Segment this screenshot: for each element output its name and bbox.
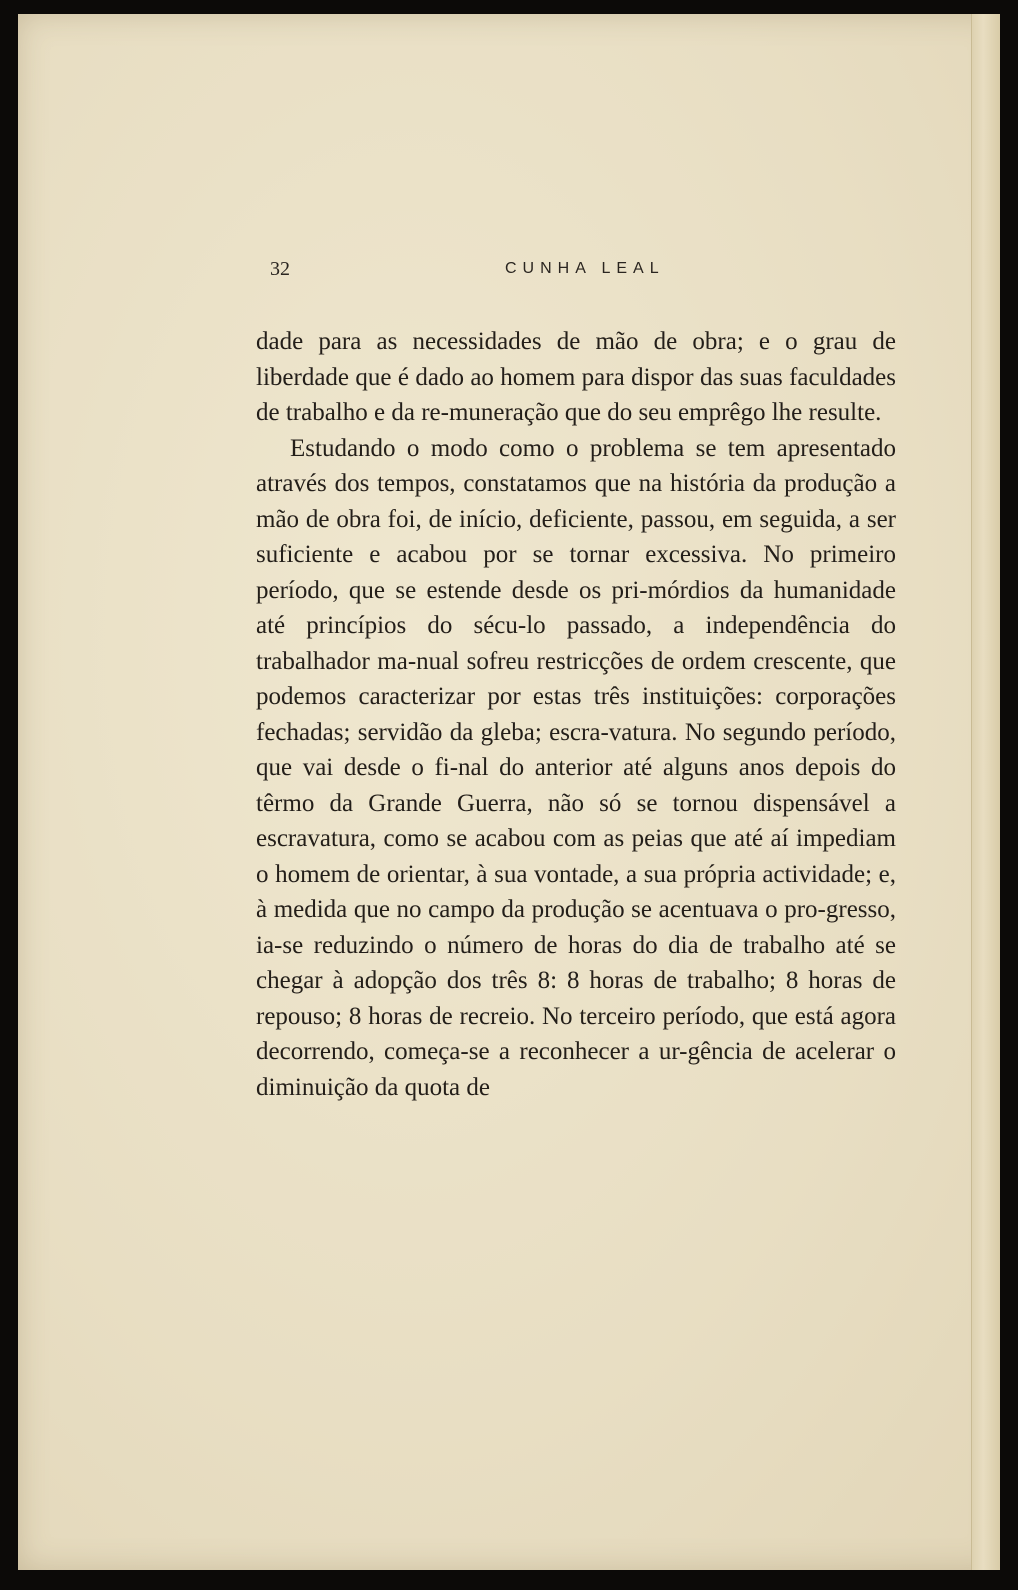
page-number: 32 bbox=[270, 258, 290, 280]
book-page bbox=[18, 14, 1000, 1570]
body-text bbox=[256, 324, 896, 1105]
page-edge bbox=[971, 14, 1000, 1570]
running-head bbox=[270, 258, 890, 288]
running-title: CUNHA LEAL bbox=[505, 260, 665, 277]
paragraph-continued: dade para as necessidades de mão de obra; e o grau de liberdade que é dado ao homem para dispor das suas faculdades de trabalho e da re-muneração que do seu emprêgo lhe resulte. bbox=[256, 328, 896, 426]
paragraph: Estudando o modo como o problema se tem apresentado através dos tempos, constatamos que na história da produção a mão de obra foi, de início, deficiente, passou, em seguida, a ser suficiente e acabou por se tornar excessiva. No primeiro período, que se estende desde os pri-mórdios da humanidade até princípios do sécu-lo passado, a independência do trabalhador ma-nual sofreu restricções de ordem crescente, que podemos caracterizar por estas três instituições: corporações fechadas; servidão da gleba; escra-vatura. No segundo período, que vai desde o fi-nal do anterior até alguns anos depois do têrmo da Grande Guerra, não só se tornou dispensável a escravatura, como se acabou com as peias que até aí impediam o homem de orientar, à sua vontade, a sua própria actividade; e, à medida que no campo da produção se acentuava o pro-gresso, ia-se reduzindo o número de horas do dia de trabalho até se chegar à adopção dos três 8: 8 horas de trabalho; 8 horas de repouso; 8 horas de recreio. No terceiro período, que está agora decorrendo, começa-se a reconhecer a ur-gência de acelerar o diminuição da quota de bbox=[256, 434, 896, 1101]
